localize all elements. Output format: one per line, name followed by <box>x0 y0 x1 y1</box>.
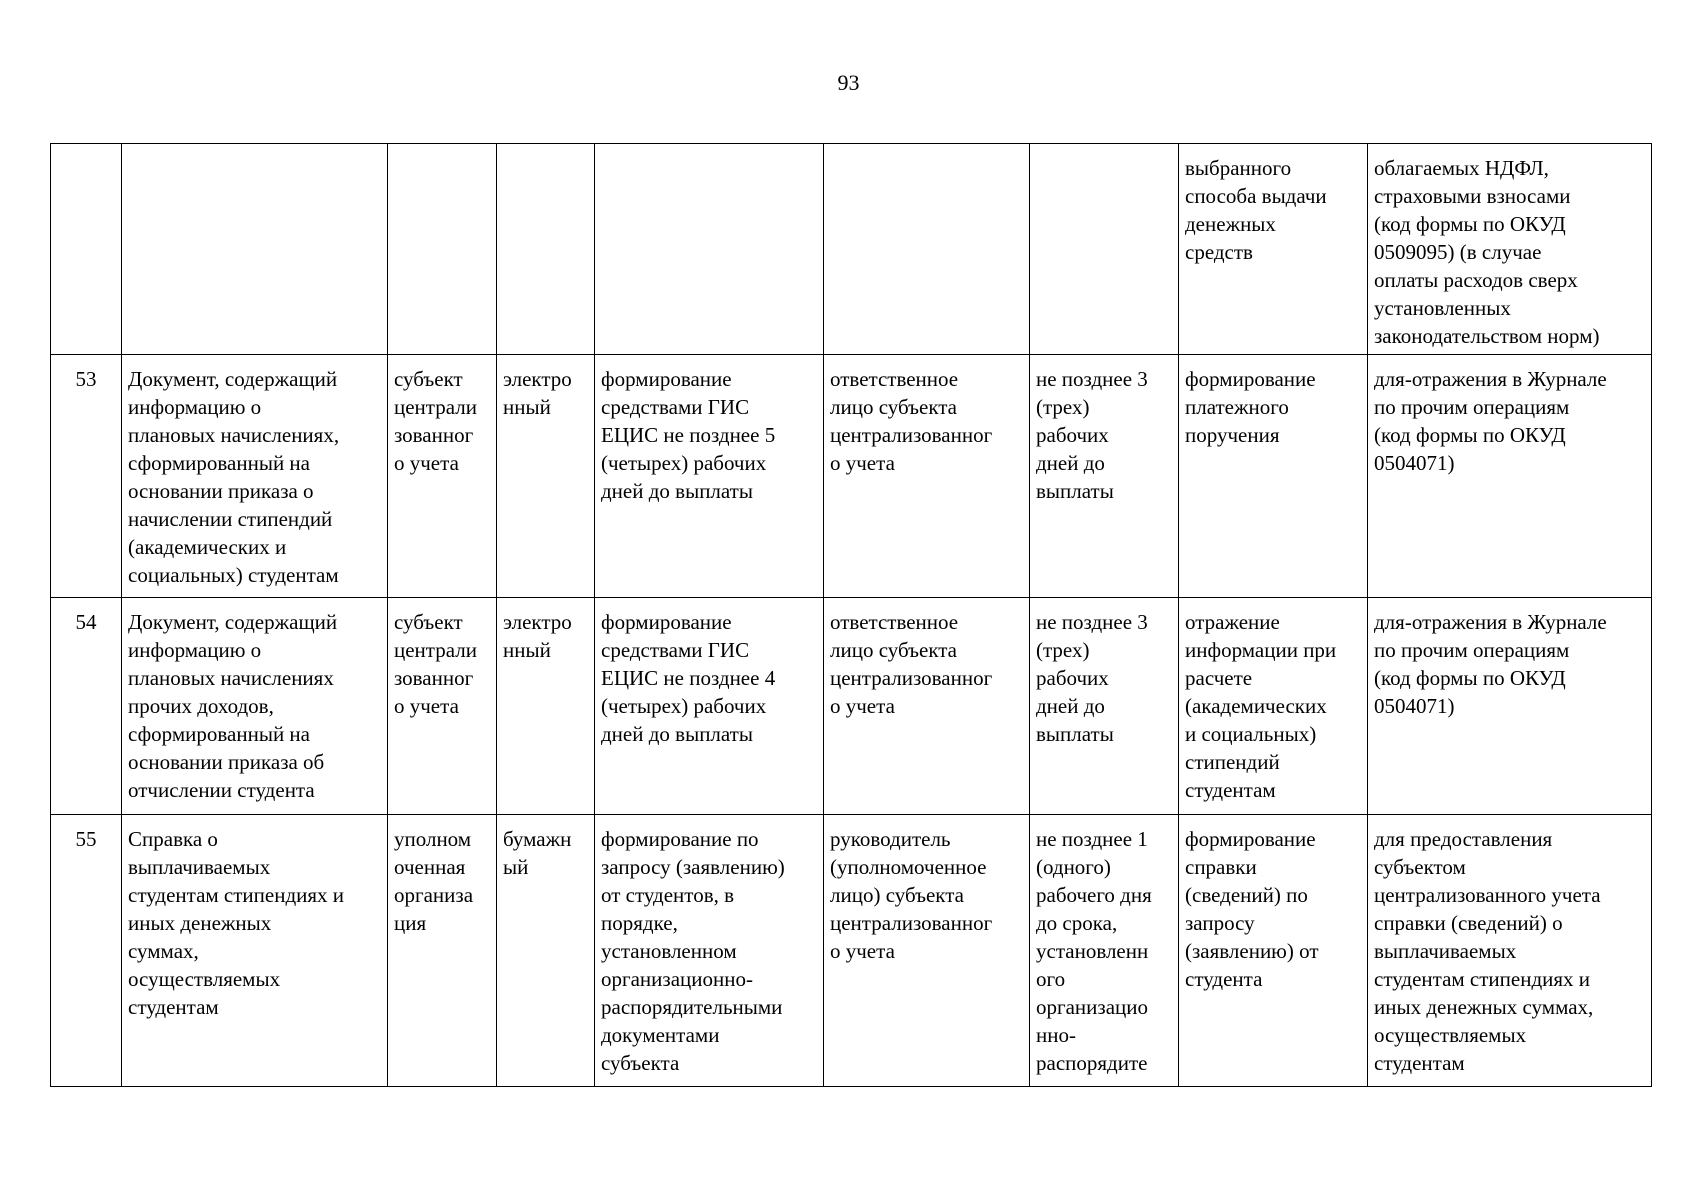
cell-num: 55 <box>51 815 122 1087</box>
cell-document: Справка о выплачиваемых студентам стипендиях и иных денежных суммах, осуществляемых студентам <box>122 815 388 1087</box>
cell-action: отражение информации при расчете (академических и социальных) стипендий студентам <box>1179 598 1368 815</box>
cell-form <box>497 144 595 355</box>
cell-deadline: не позднее 3 (трех) рабочих дней до выплаты <box>1030 598 1179 815</box>
table-row <box>51 144 1652 355</box>
cell-deadline <box>1030 144 1179 355</box>
cell-action: формирование справки (сведений) по запросу (заявлению) от студента <box>1179 815 1368 1087</box>
cell-purpose: для предоставления субъектом централизованного учета справки (сведений) о выплачиваемых студентам стипендиях и иных денежных суммах, осуществляемых студентам <box>1368 815 1652 1087</box>
cell-deadline: не позднее 1 (одного) рабочего дня до срока, установленн ого организацио нно- распорядите <box>1030 815 1179 1087</box>
cell-responsible: руководитель (уполномоченное лицо) субъекта централизованног о учета <box>824 815 1030 1087</box>
cell-composer: уполном оченная организа ция <box>388 815 497 1087</box>
cell-deadline: не позднее 3 (трех) рабочих дней до выплаты <box>1030 355 1179 598</box>
cell-action: формирование платежного поручения <box>1179 355 1368 598</box>
cell-purpose: для-отражения в Журнале по прочим операциям (код формы по ОКУД 0504071) <box>1368 355 1652 598</box>
cell-document: Документ, содержащий информацию о плановых начислениях прочих доходов, сформированный на основании приказа об отчислении студента <box>122 598 388 815</box>
cell-procedure: формирование средствами ГИС ЕЦИС не позднее 5 (четырех) рабочих дней до выплаты <box>595 355 824 598</box>
cell-action: выбранного способа выдачи денежных средств <box>1179 144 1368 355</box>
cell-responsible <box>824 144 1030 355</box>
cell-composer: субъект централи зованног о учета <box>388 598 497 815</box>
cell-purpose: облагаемых НДФЛ, страховыми взносами (код формы по ОКУД 0509095) (в случае оплаты расходов сверх установленных законодательством норм) <box>1368 144 1652 355</box>
cell-num: 53 <box>51 355 122 598</box>
table-row <box>51 815 1652 1087</box>
table-body <box>51 144 1652 1087</box>
cell-document <box>122 144 388 355</box>
cell-purpose: для-отражения в Журнале по прочим операциям (код формы по ОКУД 0504071) <box>1368 598 1652 815</box>
cell-responsible: ответственное лицо субъекта централизованног о учета <box>824 598 1030 815</box>
table-row <box>51 598 1652 815</box>
cell-form: электро нный <box>497 598 595 815</box>
cell-form: электро нный <box>497 355 595 598</box>
cell-responsible: ответственное лицо субъекта централизованног о учета <box>824 355 1030 598</box>
cell-composer <box>388 144 497 355</box>
cell-document: Документ, содержащий информацию о плановых начислениях, сформированный на основании приказа о начислении стипендий (академических и социальных) студентам <box>122 355 388 598</box>
page-number: 93 <box>837 70 860 95</box>
table-row <box>51 355 1652 598</box>
cell-composer: субъект централи зованног о учета <box>388 355 497 598</box>
cell-procedure: формирование по запросу (заявлению) от студентов, в порядке, установленном организационно- распорядительными документами субъекта <box>595 815 824 1087</box>
cell-procedure <box>595 144 824 355</box>
document-table <box>50 143 1652 1087</box>
cell-procedure: формирование средствами ГИС ЕЦИС не позднее 4 (четырех) рабочих дней до выплаты <box>595 598 824 815</box>
cell-num <box>51 144 122 355</box>
cell-form: бумажн ый <box>497 815 595 1087</box>
cell-num: 54 <box>51 598 122 815</box>
